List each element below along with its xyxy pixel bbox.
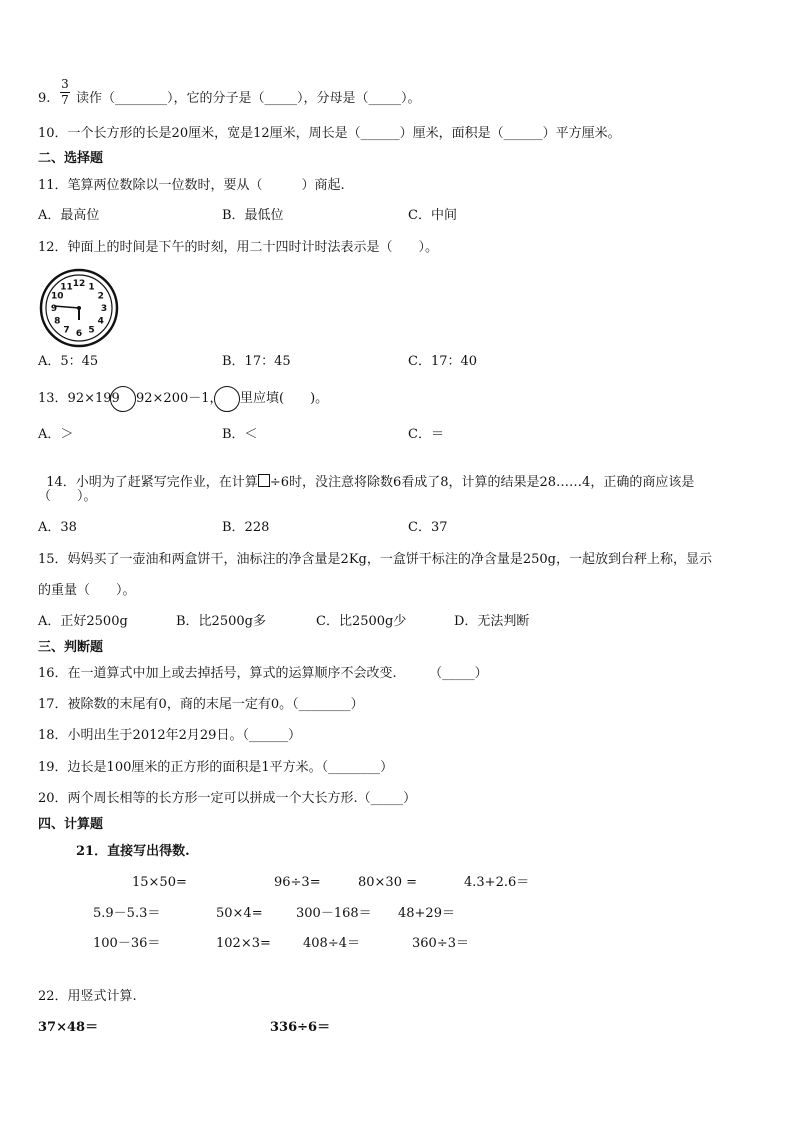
q21-item: 100－36＝ — [93, 936, 161, 951]
q14-stem-line2: （ ）。 — [38, 489, 97, 504]
q16-text: 16．在一道算式中加上或去掉括号，算式的运算顺序不会改变. （_____） — [38, 666, 488, 681]
clock-numeral: 1 — [88, 282, 95, 293]
section-title-choice: 二、选择题 — [38, 151, 104, 166]
q11-option-a: A．最高位 — [38, 208, 100, 223]
q15-stem-line1: 15．妈妈买了一壶油和两盒饼干，油标注的净含量是2Kg，一盒饼干标注的净含量是250g，一起放到台秤上称，显示 — [38, 552, 712, 567]
clock-numeral: 11 — [60, 282, 73, 293]
q12-option-b: B．17：45 — [222, 354, 291, 369]
q15-option-a: A．正好2500g — [38, 614, 128, 629]
q21-item: 360÷3＝ — [412, 936, 469, 951]
q21-title: 21．直接写出得数. — [76, 844, 190, 859]
q9-frac-denominator: 7 — [61, 93, 69, 107]
q13-tail: 里应填( )。 — [240, 391, 329, 406]
q14-option-b: B．228 — [222, 520, 270, 535]
q21-item: 408÷4＝ — [303, 936, 360, 951]
clock-numeral: 9 — [50, 304, 58, 314]
q12-option-c: C．17：40 — [408, 354, 478, 369]
clock-numeral: 3 — [100, 304, 108, 314]
clock-numeral: 12 — [72, 279, 86, 289]
q9-number: 9. — [38, 91, 51, 106]
q11-stem: 11．笔算两位数除以一位数时，要从（ ）商起. — [38, 178, 345, 193]
q19-text: 19．边长是100厘米的正方形的面积是1平方米。（________） — [38, 760, 394, 775]
q13-right: 92×200－1， — [136, 391, 223, 406]
q13-option-c: C．＝ — [408, 427, 444, 442]
clock-numeral: 4 — [97, 316, 104, 327]
clock-numeral: 7 — [63, 325, 70, 336]
q21-item: 50×4= — [216, 906, 263, 921]
q15-stem-line2: 的重量（ ）。 — [38, 583, 136, 598]
clock-numeral: 8 — [54, 316, 61, 327]
q9-fraction — [60, 78, 70, 107]
q22-expr-2: 336÷6＝ — [270, 1020, 331, 1035]
q14-option-c: C．37 — [408, 520, 448, 535]
q21-item: 102×3= — [216, 936, 271, 951]
q9-text: 读作（________），它的分子是（_____），分母是（_____）。 — [76, 91, 421, 106]
q15-option-c: C．比2500g少 — [316, 614, 407, 629]
q13-blank-circle-2[interactable] — [214, 386, 240, 412]
q10-text: 10．一个长方形的长是20厘米，宽是12厘米，周长是（______）厘米，面积是（______）平方厘米。 — [38, 126, 621, 141]
q14-stem-line1 — [38, 458, 694, 491]
q22-expr-1: 37×48＝ — [38, 1020, 99, 1035]
q21-item: 15×50= — [132, 875, 187, 890]
q14-square-blank — [258, 474, 270, 487]
q21-item: 80×30 = — [358, 875, 418, 890]
q13-option-b: B．＜ — [222, 427, 258, 442]
clock-image — [39, 268, 119, 348]
q11-option-b: B．最低位 — [222, 208, 284, 223]
q14-option-a: A．38 — [38, 520, 77, 535]
q21-item: 300－168＝ — [296, 906, 372, 921]
q13-option-a: A．＞ — [38, 427, 74, 442]
q14-stem-a: 14．小明为了赶紧写完作业，在计算 — [46, 475, 258, 490]
q15-option-b: B．比2500g多 — [176, 614, 266, 629]
q21-item: 48+29＝ — [398, 906, 455, 921]
q11-option-c: C．中间 — [408, 208, 457, 223]
clock-numeral: 2 — [97, 291, 104, 302]
q13-left: 13．92×199 — [38, 391, 120, 406]
q21-item: 4.3+2.6＝ — [464, 875, 530, 890]
section-title-calc: 四、计算题 — [38, 817, 104, 832]
q13-blank-circle-1[interactable] — [110, 386, 136, 412]
q22-title: 22．用竖式计算. — [38, 989, 137, 1004]
q12-option-a: A．5：45 — [38, 354, 99, 369]
clock-numeral: 10 — [51, 291, 64, 302]
clock-numeral: 6 — [75, 329, 83, 339]
q12-stem: 12．钟面上的时间是下午的时刻，用二十四时计时法表示是（ ）。 — [38, 240, 439, 255]
q20-text: 20．两个周长相等的长方形一定可以拼成一个大长方形.（_____） — [38, 791, 417, 806]
q15-option-d: D．无法判断 — [454, 614, 530, 629]
clock-numeral: 5 — [88, 325, 95, 336]
q21-item: 96÷3= — [274, 875, 321, 890]
section-title-judge: 三、判断题 — [38, 640, 104, 655]
q14-stem-b: ÷6时，没注意将除数6看成了8，计算的结果是28……4，正确的商应该是 — [269, 475, 695, 490]
q18-text: 18．小明出生于2012年2月29日。（______） — [38, 728, 301, 743]
q17-text: 17．被除数的末尾有0，商的末尾一定有0。（________） — [38, 697, 364, 712]
q21-item: 5.9－5.3＝ — [93, 906, 161, 921]
q9-frac-numerator: 3 — [61, 77, 69, 91]
